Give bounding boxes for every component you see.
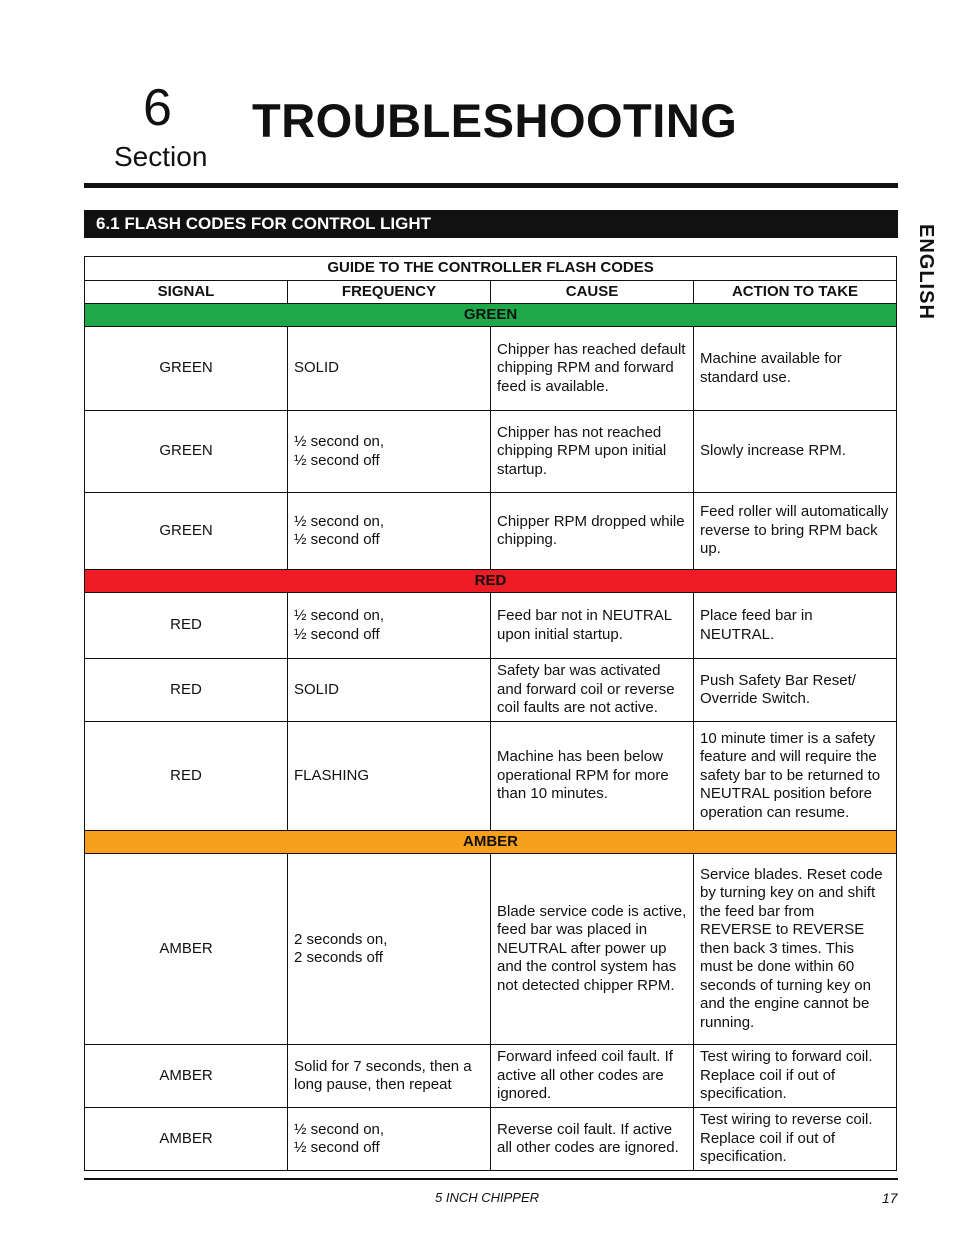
flash-codes-table [84,256,897,1171]
group-band-red: RED [85,570,897,593]
col-header-action: ACTION TO TAKE [694,281,897,304]
cell-cause: Chipper has reached default chipping RPM and forward feed is available. [491,327,694,411]
cell-signal: GREEN [85,493,288,570]
col-header-signal: SIGNAL [85,281,288,304]
cell-signal: AMBER [85,1108,288,1171]
cell-signal: GREEN [85,411,288,493]
cell-action: Feed roller will automatically reverse to bring RPM back up. [694,493,897,570]
table-row [85,593,897,659]
section-number: 6 [143,79,172,137]
cell-frequency: SOLID [288,327,491,411]
cell-action: Machine available for standard use. [694,327,897,411]
table-row [85,327,897,411]
cell-action: Slowly increase RPM. [694,411,897,493]
cell-cause: Blade service code is active, feed bar was placed in NEUTRAL after power up and the control system has not detected chipper RPM. [491,854,694,1045]
cell-cause: Forward infeed coil fault. If active all other codes are ignored. [491,1045,694,1108]
footer-rule [84,1178,898,1180]
cell-action: 10 minute timer is a safety feature and will require the safety bar to be returned to NEUTRAL position before operation can resume. [694,722,897,831]
table-row [85,1045,897,1108]
page-title: TROUBLESHOOTING [252,94,738,147]
cell-frequency: 2 seconds on, 2 seconds off [288,854,491,1045]
group-band-row [85,304,897,327]
language-tab [900,224,954,334]
table-caption: GUIDE TO THE CONTROLLER FLASH CODES [85,257,897,281]
group-band-green: GREEN [85,304,897,327]
cell-frequency: FLASHING [288,722,491,831]
cell-frequency: ½ second on, ½ second off [288,1108,491,1171]
cell-action: Service blades. Reset code by turning key on and shift the feed bar from REVERSE to REVERSE then back 3 times. This must be done within 60 seconds of turning key on and the engine cannot be running. [694,854,897,1045]
cell-signal: AMBER [85,854,288,1045]
table-row [85,411,897,493]
group-band-row [85,570,897,593]
cell-action: Test wiring to forward coil. Replace coil if out of specification. [694,1045,897,1108]
table-row [85,722,897,831]
cell-signal: AMBER [85,1045,288,1108]
cell-cause: Safety bar was activated and forward coil or reverse coil faults are not active. [491,659,694,722]
subheading-bar: 6.1 FLASH CODES FOR CONTROL LIGHT [84,210,898,238]
footer-page-number: 17 [882,1190,898,1206]
table-row [85,1108,897,1171]
language-tab-label: ENGLISH [915,224,937,320]
col-header-cause: CAUSE [491,281,694,304]
cell-signal: RED [85,593,288,659]
cell-signal: RED [85,659,288,722]
cell-frequency: ½ second on, ½ second off [288,593,491,659]
cell-signal: RED [85,722,288,831]
footer-document-title: 5 INCH CHIPPER [435,1190,540,1205]
cell-cause: Reverse coil fault. If active all other codes are ignored. [491,1108,694,1171]
section-label: Section [114,141,208,172]
cell-frequency: Solid for 7 seconds, then a long pause, then repeat [288,1045,491,1108]
cell-frequency: SOLID [288,659,491,722]
group-band-row [85,831,897,854]
group-band-amber: AMBER [85,831,897,854]
cell-action: Push Safety Bar Reset/ Override Switch. [694,659,897,722]
cell-frequency: ½ second on, ½ second off [288,411,491,493]
cell-action: Place feed bar in NEUTRAL. [694,593,897,659]
cell-cause: Machine has been below operational RPM for more than 10 minutes. [491,722,694,831]
table-row [85,493,897,570]
cell-signal: GREEN [85,327,288,411]
table-body [85,304,897,1171]
cell-cause: Chipper has not reached chipping RPM upon initial startup. [491,411,694,493]
header-rule [84,183,898,188]
table-row [85,659,897,722]
cell-cause: Feed bar not in NEUTRAL upon initial startup. [491,593,694,659]
table-row [85,854,897,1045]
cell-frequency: ½ second on, ½ second off [288,493,491,570]
cell-action: Test wiring to reverse coil. Replace coil if out of specification. [694,1108,897,1171]
cell-cause: Chipper RPM dropped while chipping. [491,493,694,570]
col-header-frequency: FREQUENCY [288,281,491,304]
